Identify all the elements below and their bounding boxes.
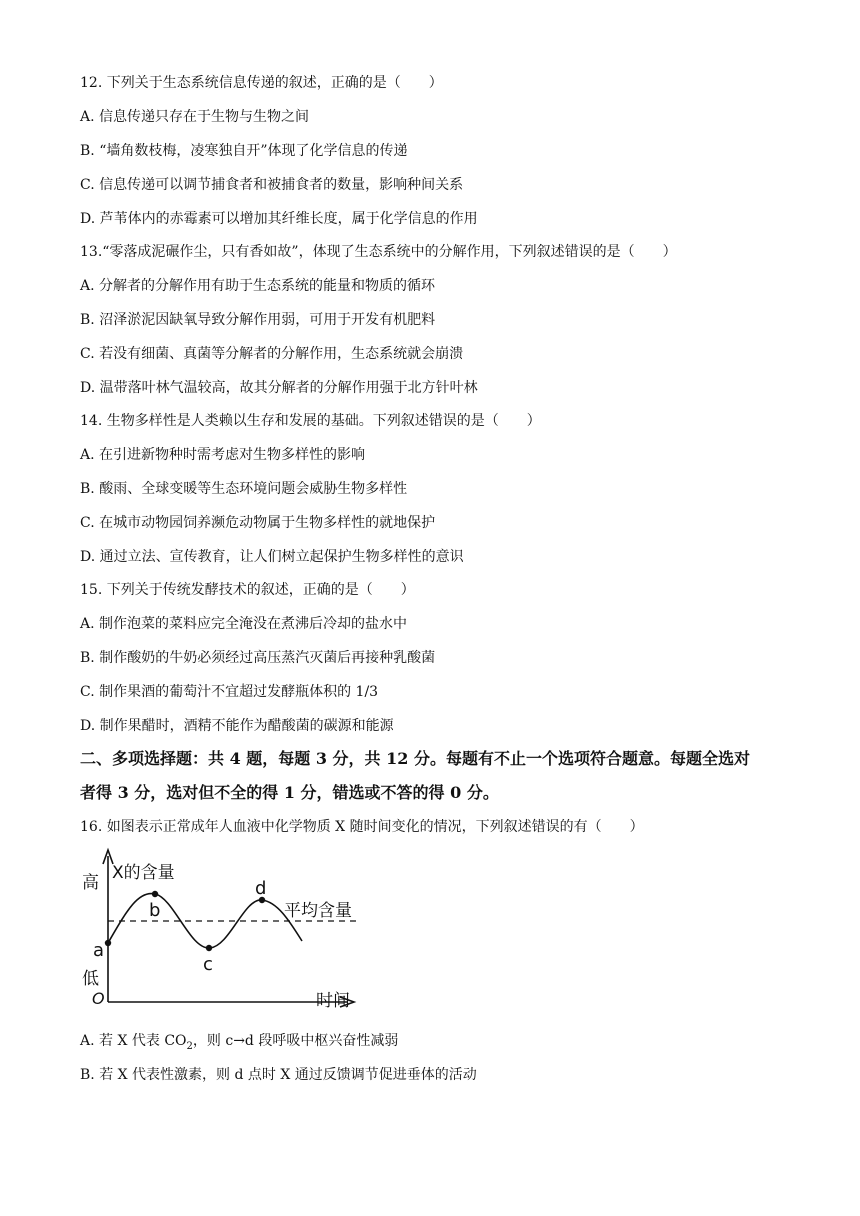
average-label: 平均含量 xyxy=(284,901,352,921)
q16-option-a xyxy=(80,1031,398,1057)
q15-stem: 15. 下列关于传统发酵技术的叙述，正确的是（ ） xyxy=(80,582,415,598)
q16-option-a-rest: ，则 c→d 段呼吸中枢兴奋性减弱 xyxy=(192,1033,399,1049)
q13-option-a: A. 分解者的分解作用有助于生态系统的能量和物质的循环 xyxy=(80,278,436,294)
point-c xyxy=(206,945,212,951)
y-axis-high-label: 高 xyxy=(82,873,99,893)
q14-option-d: D. 通过立法、宣传教育，让人们树立起保护生物多样性的意识 xyxy=(80,549,464,565)
q13-option-d: D. 温带落叶林气温较高，故其分解者的分解作用强于北方针叶林 xyxy=(80,380,478,396)
section2-heading-line1: 二、多项选择题：共 4 题，每题 3 分，共 12 分。每题有不止一个选项符合题意。每题全选对 xyxy=(80,749,750,768)
q14-option-c: C. 在城市动物园饲养濒危动物属于生物多样性的就地保护 xyxy=(80,515,436,531)
q13-option-c: C. 若没有细菌、真菌等分解者的分解作用，生态系统就会崩溃 xyxy=(80,346,464,362)
y-axis-title: X的含量 xyxy=(112,863,175,883)
q14-option-b: B. 酸雨、全球变暖等生态环境问题会威胁生物多样性 xyxy=(80,481,408,497)
q12-option-d: D. 芦苇体内的赤霉素可以增加其纤维长度，属于化学信息的作用 xyxy=(80,211,478,227)
q16-option-b: B. 若 X 代表性激素，则 d 点时 X 通过反馈调节促进垂体的活动 xyxy=(80,1067,477,1083)
q14-stem: 14. 生物多样性是人类赖以生存和发展的基础。下列叙述错误的是（ ） xyxy=(80,413,541,429)
q13-stem: 13.“零落成泥碾作尘，只有香如故”，体现了生态系统中的分解作用，下列叙述错误的是（ ） xyxy=(80,244,677,260)
q15-option-b: B. 制作酸奶的牛奶必须经过高压蒸汽灭菌后再接种乳酸菌 xyxy=(80,650,436,666)
q15-option-d: D. 制作果醋时，酒精不能作为醋酸菌的碳源和能源 xyxy=(80,718,394,734)
point-d-label: d xyxy=(255,878,267,899)
x-axis-title: 时间 xyxy=(316,991,350,1011)
q16-option-a-text: A. 若 X 代表 CO xyxy=(80,1033,187,1049)
q12-option-c: C. 信息传递可以调节捕食者和被捕食者的数量，影响种间关系 xyxy=(80,177,464,193)
q12-stem: 12. 下列关于生态系统信息传递的叙述，正确的是（ ） xyxy=(80,75,443,91)
y-axis-low-label: 低 xyxy=(82,969,99,989)
point-a-label: a xyxy=(93,940,105,961)
origin-label: O xyxy=(92,989,105,1008)
content-curve xyxy=(108,894,302,949)
point-c-label: c xyxy=(203,954,213,975)
q15-option-a: A. 制作泡菜的菜料应完全淹没在煮沸后冷却的盐水中 xyxy=(80,616,408,632)
q16-stem: 16. 如图表示正常成年人血液中化学物质 X 随时间变化的情况，下列叙述错误的有（ ） xyxy=(80,819,644,835)
section2-heading-line2: 者得 3 分，选对但不全的得 1 分，错选或不答的得 0 分。 xyxy=(80,783,499,802)
q12-option-a: A. 信息传递只存在于生物与生物之间 xyxy=(80,109,310,125)
q15-option-c: C. 制作果酒的葡萄汁不宜超过发酵瓶体积的 1/3 xyxy=(80,684,379,700)
x-content-graph xyxy=(78,842,378,1014)
point-b xyxy=(152,891,158,897)
point-a xyxy=(105,940,111,946)
q13-option-b: B. 沼泽淤泥因缺氧导致分解作用弱，可用于开发有机肥料 xyxy=(80,312,436,328)
q14-option-a: A. 在引进新物种时需考虑对生物多样性的影响 xyxy=(80,447,366,463)
point-b-label: b xyxy=(149,900,161,921)
q16-option-a-subscript: 2 xyxy=(186,1040,193,1052)
q12-option-b: B. “墙角数枝梅，凌寒独自开”体现了化学信息的传递 xyxy=(80,143,408,159)
